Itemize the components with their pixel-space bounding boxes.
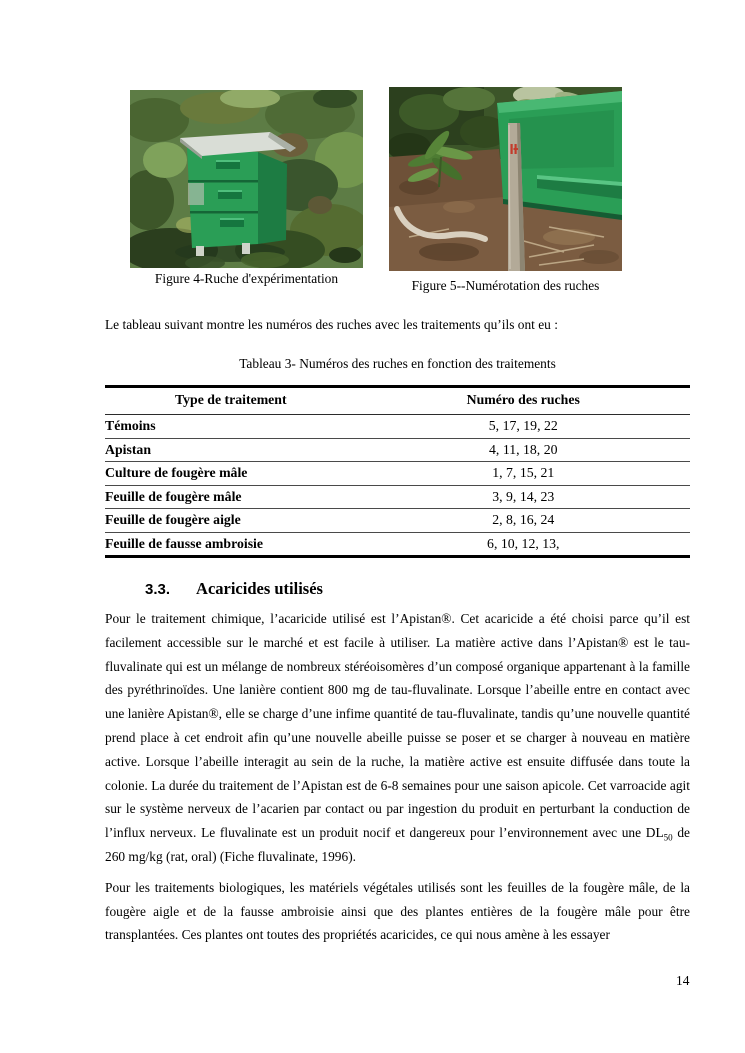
hive-numbers-cell: 2, 8, 16, 24	[357, 509, 690, 533]
hive-numbers-cell: 4, 11, 18, 20	[357, 438, 690, 462]
column-header-treatment: Type de traitement	[105, 387, 357, 415]
page-number: 14	[676, 973, 690, 988]
body-text-block	[105, 607, 690, 947]
treatments-table	[105, 385, 690, 558]
paragraph1-text-end: de 260 mg/kg (rat, oral) (Fiche fluvalinate, 1996).	[105, 825, 690, 864]
paragraph-acaricides-chimique	[105, 607, 690, 869]
treatment-cell: Feuille de fougère mâle	[105, 485, 357, 509]
hive-numbers-cell: 1, 7, 15, 21	[357, 462, 690, 486]
paragraph1-text: Pour le traitement chimique, l’acaricide utilisé est l’Apistan®. Cet acaricide a été choisi parce qu’il est facilement accessible sur le marché et est facile à utiliser. La matière active dans l’Apistan® est le tau-fluvalinate qui est un mélange de nombreux stéréoisomères d’un composé organique appartenant à la famille des pyréthrinoïdes. Une lanière contient 800 mg de tau-fluvalinate. Lorsque l’abeille entre en contact avec une lanière Apistan®, elle se charge d’une infime quantité de tau-fluvalinate, tandis qu’une nouvelle quantité prend place à cet endroit afin qu’une nouvelle abeille puisse se poser et se charger à nouveau en matière active. Lorsque l’abeille interagit au sein de la ruche, la matière active est ensuite diffusée dans toute la colonie. La durée du traitement de l’Apistan est de 6-8 semaines pour une saison apicole. Cet varroacide agit sur le système nerveux de l’acarien par contact ou par ingestion du produit en perturbant la conduction de l’influx nerveux. Le fluvalinate est un produit nocif et dangereux pour l’environnement avec une DL	[105, 611, 690, 841]
table-title: Tableau 3- Numéros des ruches en fonction des traitements	[239, 356, 556, 371]
hive-numbers-cell: 3, 9, 14, 23	[357, 485, 690, 509]
treatment-cell: Feuille de fausse ambroisie	[105, 535, 264, 551]
beehive-in-vegetation-graphic	[130, 90, 363, 268]
paragraph-traitements-biologiques: Pour les traitements biologiques, les matériels végétales utilisés sont les feuilles de la fougère mâle, de la fougère aigle et de la fausse ambroisie ainsi que des plantes entières de la fougère mâle pour être transplantées. Ces plantes ont toutes des propriétés acaricides, ce qui nous amène à les essayer	[105, 879, 690, 943]
section-number: 3.3.	[145, 581, 171, 598]
figure5-photo	[389, 87, 622, 271]
figure4-photo	[130, 90, 363, 268]
treatment-cell: Culture de fougère mâle	[105, 462, 357, 486]
section-heading	[145, 579, 323, 599]
hive-numbers-cell: 5, 17, 19, 22	[357, 415, 690, 439]
table-row	[105, 438, 690, 462]
intro-text: Le tableau suivant montre les numéros des ruches avec les traitements qu’ils ont eu :	[105, 317, 558, 332]
treatment-cell: Apistan	[105, 438, 357, 462]
treatment-cell: Témoins	[105, 415, 357, 439]
hive-numbers-cell: 6, 10, 12, 13,	[487, 535, 560, 551]
table-row	[105, 462, 690, 486]
table-row	[105, 415, 690, 439]
hive-numbering-stake-graphic	[389, 87, 622, 271]
table-row	[105, 509, 690, 533]
treatment-cell: Feuille de fougère aigle	[105, 509, 357, 533]
dl50-subscript: 50	[663, 832, 673, 843]
figure5-caption: Figure 5--Numérotation des ruches	[411, 278, 600, 293]
section-title: Acaricides utilisés	[196, 579, 323, 598]
table-row	[105, 532, 690, 557]
table-row	[105, 485, 690, 509]
column-header-hive-numbers: Numéro des ruches	[357, 387, 690, 415]
figure4-caption: Figure 4-Ruche d'expérimentation	[154, 271, 339, 286]
table-header-row	[105, 387, 690, 415]
